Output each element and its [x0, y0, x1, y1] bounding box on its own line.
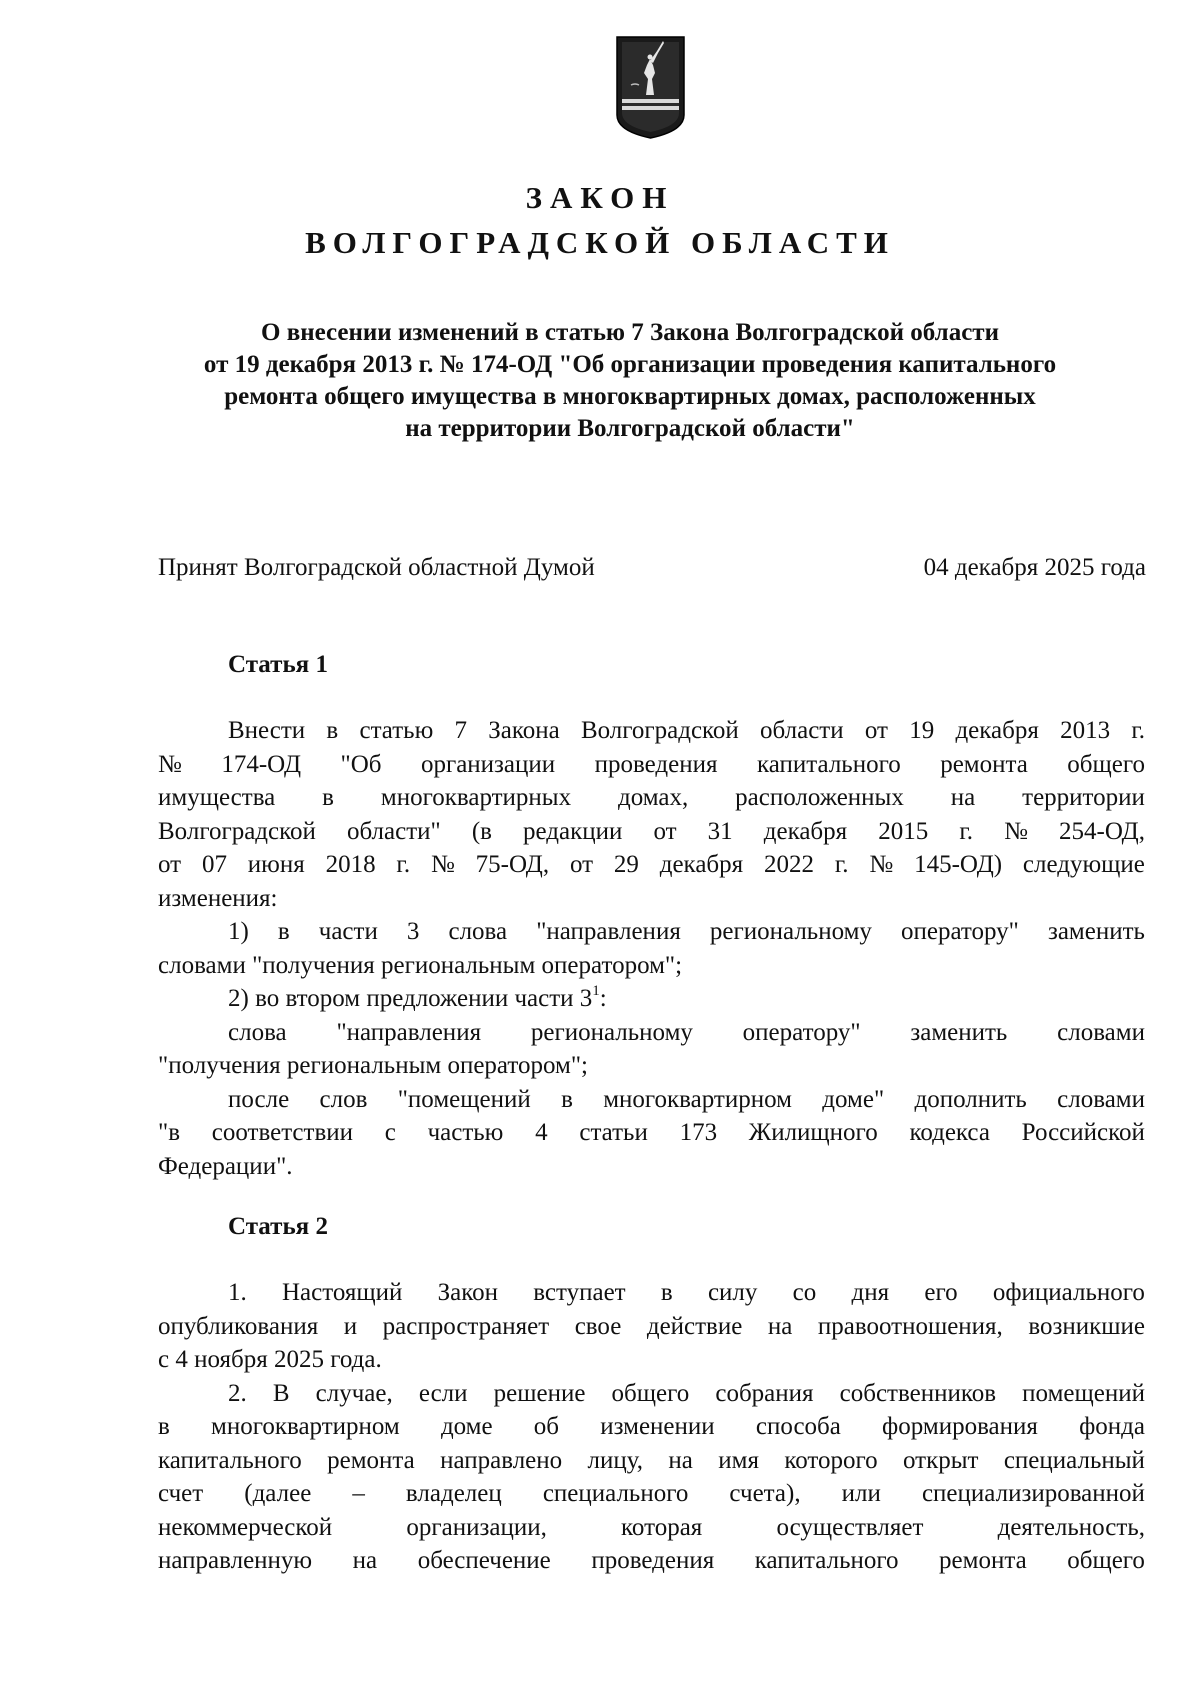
word: Закона: [488, 717, 560, 744]
word: следующие: [1022, 851, 1145, 878]
word: в: [322, 784, 334, 811]
law-type-heading: ЗАКОН: [525, 180, 675, 215]
word: на: [767, 1312, 793, 1340]
word: 254-ОД,: [1059, 817, 1145, 845]
word: вступает: [533, 1279, 626, 1306]
word: формирования: [882, 1413, 1038, 1440]
word: на: [950, 784, 976, 811]
word: капитального: [158, 1446, 302, 1474]
word: (в: [471, 817, 492, 845]
word: или: [841, 1480, 881, 1507]
word: на: [668, 1446, 693, 1474]
text-line: [158, 1116, 1145, 1150]
word: области: [760, 717, 844, 744]
word: изменения:: [158, 884, 278, 912]
word: слова: [228, 1018, 287, 1046]
text-line: [158, 1544, 1145, 1578]
word: 2) во втором предложении части $3^1$:: [228, 982, 607, 1012]
word: ремонта: [327, 1446, 415, 1474]
word: способа: [755, 1413, 841, 1440]
word: помещений: [1022, 1379, 1145, 1407]
word: случае,: [315, 1379, 393, 1407]
title-line: ремонта общего имущества в многоквартирных домах, расположенных: [224, 383, 1036, 410]
word: официального: [992, 1279, 1145, 1306]
word: капитального: [754, 1547, 899, 1574]
word: фонда: [1079, 1413, 1145, 1440]
word: слов: [319, 1085, 368, 1113]
superscript-suffix: :: [599, 985, 607, 1012]
word: распространяет: [382, 1312, 550, 1340]
word: общего: [1067, 750, 1145, 778]
word: 3: [406, 918, 420, 945]
word: изменении: [600, 1413, 715, 1440]
word: доме": [822, 1085, 885, 1113]
word: декабря: [955, 717, 1039, 744]
word: региональному: [530, 1018, 693, 1046]
word: Закон: [437, 1279, 499, 1306]
word: если: [418, 1379, 468, 1407]
word: 1): [228, 918, 249, 945]
word: Внести: [228, 717, 306, 744]
word: региональному: [709, 918, 872, 945]
word: после: [228, 1085, 290, 1113]
word: счет: [158, 1480, 204, 1507]
word: действие: [646, 1312, 743, 1340]
word: 4: [535, 1119, 548, 1146]
word: от: [653, 817, 677, 845]
word: в: [660, 1279, 673, 1306]
word: территории: [1022, 784, 1145, 811]
word: расположенных: [735, 784, 904, 811]
word: 2018: [325, 851, 376, 878]
text-line: [158, 1343, 1145, 1377]
article-2-text: [158, 1276, 1145, 1578]
word: и: [343, 1312, 358, 1340]
word: 2013: [1060, 717, 1111, 744]
word: его: [924, 1279, 958, 1306]
word: №: [869, 851, 894, 878]
document-title: [160, 317, 1100, 445]
word: соответствии: [211, 1119, 354, 1146]
word: г.: [834, 851, 849, 878]
word: дополнить: [914, 1085, 1027, 1113]
word: опубликования: [158, 1312, 319, 1340]
word: Российской: [1021, 1119, 1145, 1146]
word: некоммерческой: [158, 1513, 333, 1541]
word: 2022: [763, 851, 814, 878]
text-line: [158, 848, 1145, 882]
text-line: [158, 1477, 1145, 1511]
text-line: [158, 982, 1145, 1016]
word: в: [158, 1413, 170, 1440]
word: осуществляет: [776, 1513, 924, 1541]
text-line: [158, 1310, 1145, 1344]
word: деятельность,: [997, 1513, 1145, 1541]
word: –: [352, 1480, 365, 1507]
region-name-heading: ВОЛГОГРАДСКОЙ ОБЛАСТИ: [305, 225, 895, 260]
word: которого: [784, 1446, 878, 1474]
word: в: [277, 918, 290, 945]
word: с 4 ноября 2025 года.: [158, 1346, 382, 1373]
word: (далее: [244, 1480, 312, 1507]
word: имя: [718, 1446, 759, 1474]
word: капитального: [756, 750, 901, 778]
text-line: [158, 748, 1145, 782]
text-line: [158, 781, 1145, 815]
word: счета),: [729, 1480, 801, 1507]
word: 145-ОД): [914, 851, 1003, 878]
text-line: [158, 1276, 1145, 1310]
word: "Об: [340, 750, 382, 778]
word: редакции: [523, 817, 623, 845]
word: общего: [1067, 1547, 1145, 1574]
text-line: [158, 915, 1145, 949]
word: 174-ОД: [221, 750, 302, 778]
word: организации,: [406, 1513, 547, 1541]
word: со: [792, 1279, 817, 1306]
word: №: [158, 750, 182, 778]
word: направлено: [440, 1446, 563, 1474]
word: статью: [359, 717, 434, 744]
word: силу: [707, 1279, 758, 1306]
word: 31: [707, 817, 733, 845]
word: 19: [909, 717, 935, 744]
word: области": [346, 817, 441, 845]
word: специальный: [1003, 1446, 1145, 1474]
word: ремонта: [940, 750, 1028, 778]
word: об: [533, 1413, 560, 1440]
word: многоквартирном: [211, 1413, 400, 1440]
word: открыт: [902, 1446, 979, 1474]
word: "направления: [536, 918, 681, 945]
text-line: [158, 949, 1145, 983]
word: декабря: [659, 851, 744, 878]
text-line: [158, 1083, 1145, 1117]
title-line: О внесении изменений в статью 7 Закона Волгоградской области: [261, 319, 999, 346]
word: специального: [542, 1480, 689, 1507]
word: 2.: [228, 1379, 247, 1407]
word: 2015: [878, 817, 929, 845]
word: "помещений: [397, 1085, 531, 1113]
text-line: [158, 1049, 1145, 1083]
word: лицу,: [587, 1446, 644, 1474]
word: "направления: [336, 1018, 482, 1046]
word: г.: [959, 817, 973, 845]
word: собрания: [715, 1379, 814, 1407]
word: заменить: [910, 1018, 1008, 1046]
word: проведения: [591, 1547, 715, 1574]
word: на: [352, 1547, 378, 1574]
word: 173: [679, 1119, 718, 1146]
text-line: [158, 1016, 1145, 1050]
text-line: [158, 1511, 1145, 1545]
adoption-date: 04 декабря 2025 года: [923, 554, 1146, 581]
word: 29: [613, 851, 639, 878]
word: 7: [454, 717, 467, 744]
word: от: [158, 851, 182, 878]
word: возникшие: [1028, 1312, 1145, 1340]
word: словами: [1057, 1018, 1145, 1046]
word: в: [561, 1085, 573, 1113]
word: направленную: [158, 1547, 313, 1574]
word: заменить: [1047, 918, 1145, 945]
word: решение: [493, 1379, 586, 1407]
text-line: [158, 1377, 1145, 1411]
word: статьи: [579, 1119, 648, 1146]
word: свое: [574, 1312, 622, 1340]
article-2-heading: Статья 2: [228, 1213, 328, 1240]
word: правоотношения,: [817, 1312, 1003, 1340]
word: Жилищного: [748, 1119, 878, 1146]
word: Настоящий: [282, 1279, 403, 1306]
word: Федерации".: [158, 1152, 293, 1180]
word: многоквартирных: [380, 784, 572, 811]
title-line: от 19 декабря 2013 г. № 174-ОД "Об организации проведения капитального: [203, 351, 1057, 378]
word: домах,: [618, 784, 689, 811]
word: июня: [247, 851, 305, 878]
coat-of-arms-icon: [613, 35, 688, 140]
word: обеспечение: [417, 1547, 551, 1574]
word: организации: [420, 750, 556, 778]
superscript-marker: 1: [592, 982, 600, 999]
text-line: [158, 815, 1145, 849]
word: слова: [448, 918, 508, 945]
word: имущества: [158, 784, 276, 811]
word: дня: [851, 1279, 890, 1306]
word: кодекса: [909, 1119, 990, 1146]
word: части: [318, 918, 378, 945]
word: оператору": [900, 918, 1019, 945]
article-1-text: [158, 714, 1145, 1183]
word: собственников: [839, 1379, 997, 1407]
word: от: [864, 717, 888, 744]
word: Волгоградской: [580, 717, 739, 744]
text-line: [158, 1150, 1145, 1184]
word: декабря: [763, 817, 848, 845]
text-line: [158, 1410, 1145, 1444]
text-line: [158, 882, 1145, 916]
word: которая: [621, 1513, 703, 1541]
word: многоквартирном: [603, 1085, 792, 1113]
word: от: [569, 851, 594, 878]
article-1-heading: Статья 1: [228, 651, 328, 678]
word: общего: [611, 1379, 690, 1407]
word: проведения: [594, 750, 718, 778]
word: оператору": [742, 1018, 861, 1046]
text-line: [158, 1444, 1145, 1478]
word: №: [430, 851, 455, 878]
word: словами "получения региональным оператором";: [158, 951, 683, 979]
word: Волгоградской: [158, 817, 316, 845]
word: г.: [1131, 717, 1145, 744]
word: ремонта: [939, 1547, 1027, 1574]
word: частью: [427, 1119, 504, 1146]
word: доме: [440, 1413, 493, 1440]
word: специализированной: [921, 1480, 1145, 1507]
text-line: [158, 714, 1145, 748]
title-line: на территории Волгоградской области": [405, 415, 855, 442]
word: в: [326, 717, 339, 744]
word: "получения региональным оператором";: [158, 1052, 588, 1079]
adoption-body: Принят Волгоградской областной Думой: [158, 554, 595, 581]
word: владелец: [405, 1480, 502, 1507]
word: 75-ОД,: [475, 851, 550, 878]
word: г.: [396, 851, 411, 878]
word: №: [1004, 817, 1028, 845]
word: В: [272, 1379, 290, 1407]
word: словами: [1057, 1085, 1145, 1113]
word: 1.: [228, 1279, 247, 1306]
word: "в: [158, 1119, 181, 1146]
word: с: [384, 1119, 396, 1146]
word: 07: [201, 851, 227, 878]
